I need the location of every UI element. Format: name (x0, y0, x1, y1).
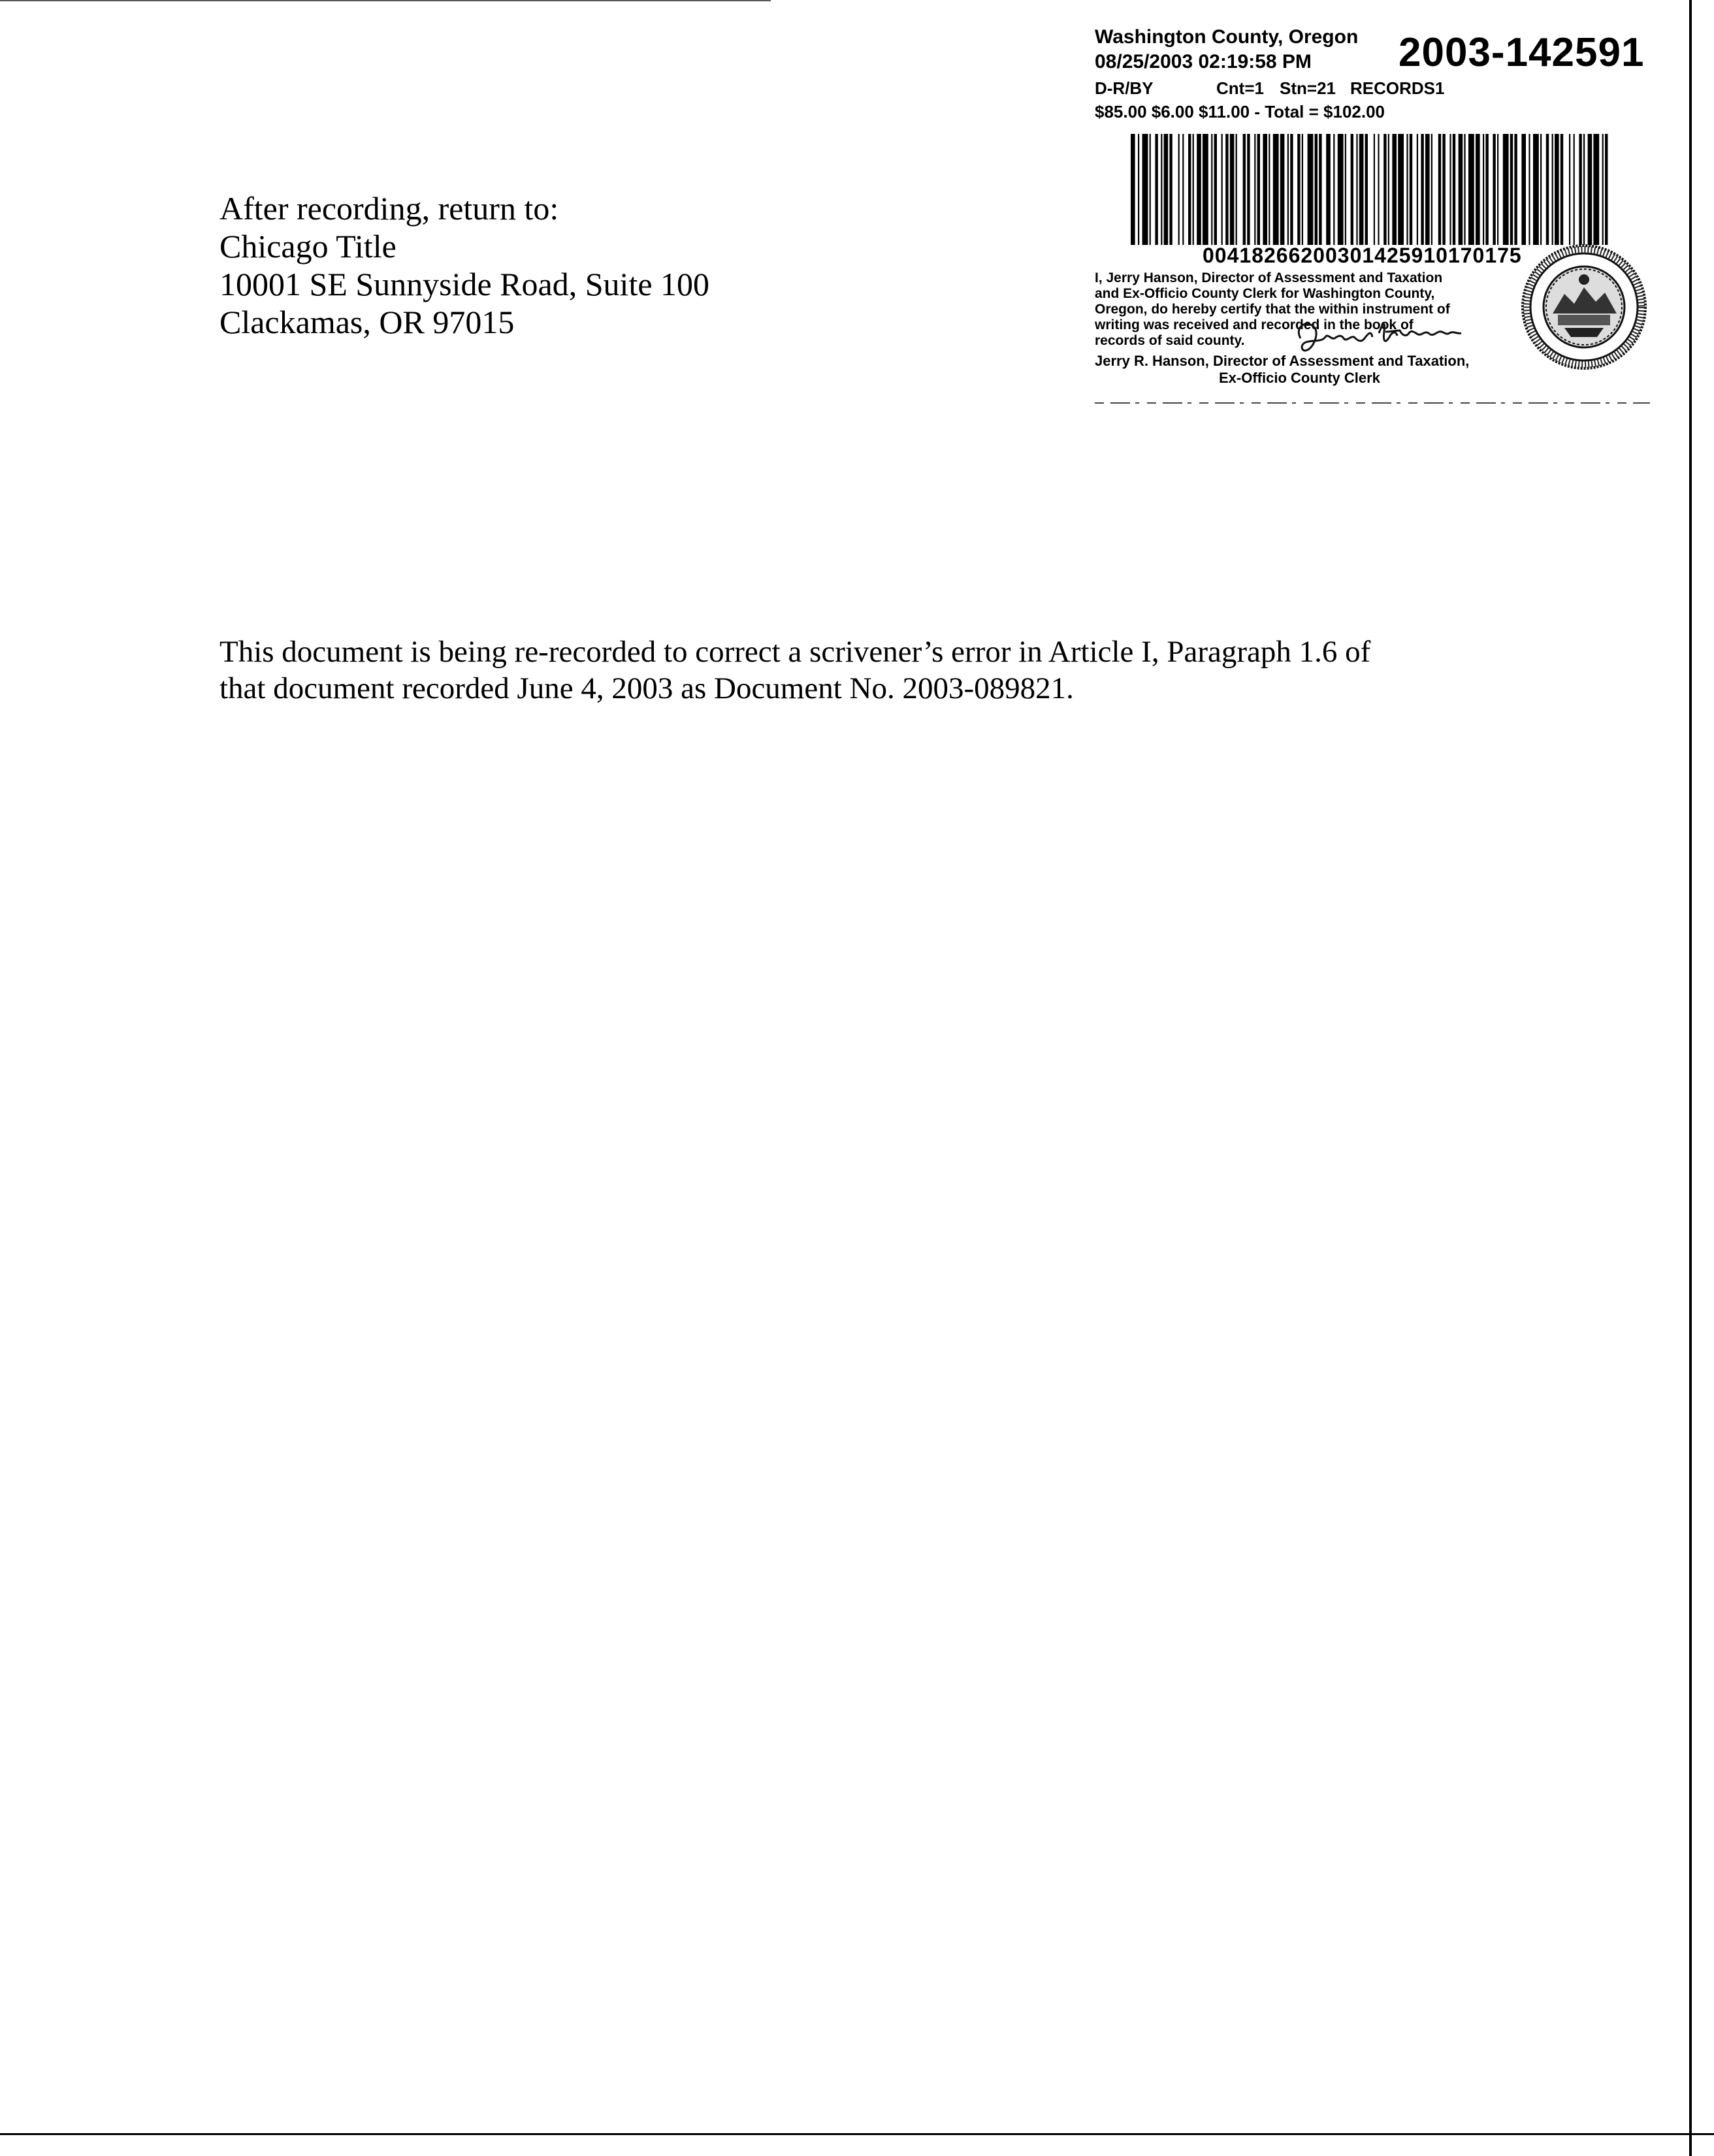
barcode-bar (1417, 134, 1418, 245)
barcode-bar (1188, 134, 1191, 245)
return-street: 10001 SE Sunnyside Road, Suite 100 (219, 266, 710, 302)
barcode-bar (1319, 134, 1321, 245)
barcode-bar (1214, 134, 1217, 245)
barcode-bar (1552, 134, 1553, 245)
barcode-bar (1449, 134, 1451, 245)
barcode-bar (1247, 134, 1250, 245)
certification-line: I, Jerry Hanson, Director of Assessment and Taxation (1095, 270, 1443, 285)
barcode-bar (1468, 134, 1474, 245)
barcode-bar (1483, 134, 1484, 245)
barcode-bar (1164, 134, 1169, 245)
barcode-bar (1493, 134, 1495, 245)
barcode-bar (1521, 134, 1526, 245)
barcode-bar (1142, 134, 1148, 245)
page-border-bottom (0, 2133, 1714, 2135)
station-code: Stn=21 (1280, 78, 1336, 98)
document-number: 2003-142591 (1399, 30, 1645, 75)
barcode-bar (1197, 134, 1201, 245)
barcode-bar (1203, 134, 1208, 245)
barcode-bar (1546, 134, 1549, 245)
barcode-bar (1453, 134, 1455, 245)
barcode-bar (1410, 134, 1412, 245)
barcode-bar (1528, 134, 1530, 245)
barcode-bar (1579, 134, 1581, 245)
barcode-bar (1392, 134, 1397, 245)
barcode-bar (1503, 134, 1509, 245)
barcode-bar (1161, 134, 1162, 245)
count-code: Cnt=1 (1216, 78, 1264, 98)
return-company: Chicago Title (219, 228, 396, 265)
barcode-bar (1257, 134, 1260, 245)
doc-type-code: D-R/BY (1095, 78, 1154, 98)
barcode-bar (1533, 134, 1539, 245)
barcode-bar (1333, 134, 1334, 245)
barcode-bar (1388, 134, 1389, 245)
barcode-bar (1236, 134, 1237, 245)
county-seal (1519, 242, 1649, 372)
barcode-bar (1459, 134, 1463, 245)
barcode-bar (1290, 134, 1293, 245)
barcode-bar (1438, 134, 1441, 245)
certification-line: and Ex-Officio County Clerk for Washington County, (1095, 286, 1435, 301)
barcode-bar (1588, 134, 1593, 245)
barcode-number: 00418266200301425910170175 (1203, 244, 1522, 267)
barcode-bar (1345, 134, 1346, 245)
stamp-county: Washington County, Oregon (1095, 26, 1359, 48)
barcode-bar (1476, 134, 1480, 245)
barcode-bar (1302, 134, 1303, 245)
barcode-bar (1138, 134, 1139, 245)
barcode-bar (1308, 134, 1314, 245)
barcode-bar (1485, 134, 1488, 245)
barcode-bar (1315, 134, 1318, 245)
barcode-bar (1280, 134, 1285, 245)
barcode-bar (1230, 134, 1235, 245)
barcode-bar (1398, 134, 1404, 245)
barcode-bar (1338, 134, 1344, 245)
barcode-bar (1263, 134, 1267, 245)
barcode-bar (1383, 134, 1386, 245)
barcode-bar (1555, 134, 1559, 245)
records-code: RECORDS1 (1350, 78, 1445, 98)
return-heading: After recording, return to: (219, 190, 559, 227)
stamp-bottom-rule (1095, 402, 1650, 404)
officer-title-line: Jerry R. Hanson, Director of Assessment and Taxation, (1095, 353, 1470, 369)
return-city-state-zip: Clackamas, OR 97015 (219, 304, 515, 340)
barcode-bar (1178, 134, 1180, 245)
barcode-bar (1326, 134, 1331, 245)
barcode-bar (1574, 134, 1575, 245)
officer-clerk-line: Ex-Officio County Clerk (1219, 370, 1380, 386)
scan-edge-line (0, 0, 771, 1)
barcode-bar (1605, 134, 1608, 245)
barcode-bar (1406, 134, 1408, 245)
barcode-bar (1254, 134, 1255, 245)
barcode-bar (1169, 134, 1172, 245)
barcode-bar (1273, 134, 1279, 245)
barcode-bar (1131, 134, 1135, 245)
return-address-block (219, 189, 709, 341)
page-border-right (1689, 0, 1692, 2156)
barcode-bar (1150, 134, 1151, 245)
barcode-bar (1602, 134, 1604, 245)
barcode-bar (1497, 134, 1498, 245)
note-line-1: This document is being re-recorded to correct a scrivener’s error in Article I, Paragraph 1.6 of (219, 635, 1371, 669)
barcode-bar (1378, 134, 1379, 245)
barcode-bar (1593, 134, 1599, 245)
barcode-bar (1211, 134, 1212, 245)
re-recording-note (219, 634, 1493, 707)
certification-line: records of said county. (1095, 333, 1245, 348)
barcode-bar (1374, 134, 1375, 245)
barcode-bar (1510, 134, 1513, 245)
barcode-bar (1514, 134, 1517, 245)
barcode-bar (1464, 134, 1465, 245)
certification-line: writing was received and recorded in the book of (1095, 317, 1414, 332)
barcode-bar (1243, 134, 1246, 245)
barcode-bar (1583, 134, 1585, 245)
barcode-bar (1442, 134, 1445, 245)
barcode-bar (1421, 134, 1423, 245)
barcode-bar (1155, 134, 1157, 245)
barcode-bar (1193, 134, 1194, 245)
barcode-bar (1560, 134, 1563, 245)
barcode-bar (1351, 134, 1353, 245)
barcode-bar (1431, 134, 1432, 245)
barcode-bar (1225, 134, 1228, 245)
barcode (1131, 134, 1611, 245)
barcode-bar (1221, 134, 1223, 245)
recording-stamp (1095, 26, 1650, 408)
note-line-2: that document recorded June 4, 2003 as Document No. 2003-089821. (219, 671, 1074, 705)
barcode-bar (1356, 134, 1357, 245)
barcode-bar (1425, 134, 1430, 245)
barcode-bar (1569, 134, 1570, 245)
stamp-fees: $85.00 $6.00 $11.00 - Total = $102.00 (1095, 102, 1385, 121)
barcode-bar (1297, 134, 1300, 245)
barcode-bar (1540, 134, 1542, 245)
stamp-datetime: 08/25/2003 02:19:58 PM (1095, 51, 1312, 72)
barcode-bar (1287, 134, 1289, 245)
certification-line: Oregon, do hereby certify that the within instrument of (1095, 302, 1450, 317)
barcode-bar (1182, 134, 1184, 245)
barcode-bar (1269, 134, 1270, 245)
barcode-bar (1365, 134, 1368, 245)
barcode-bar (1359, 134, 1364, 245)
